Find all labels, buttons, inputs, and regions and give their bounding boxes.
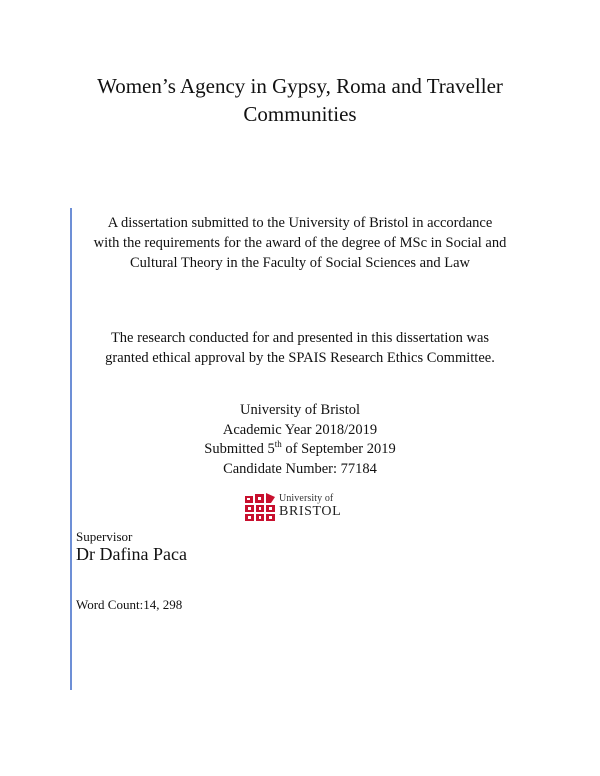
dissertation-line-1: A dissertation submitted to the University of Bristol in accordance [107,215,493,231]
bristol-crest-icon [244,492,276,522]
submission-date [60,440,540,460]
page-title [40,72,560,128]
submitted-suffix: of September 2019 [281,441,396,457]
logo-university-text: University of [279,493,334,504]
submitted-prefix: Submitted 5 [204,441,275,457]
ethics-line-2: granted ethical approval by the SPAIS Research Ethics Committee. [105,350,495,366]
dissertation-line-2: with the requirements for the award of the degree of MSc in Social and [93,235,507,251]
dissertation-statement [60,213,540,273]
candidate-number: Candidate Number: 77184 [223,460,377,477]
university-logo [244,492,354,522]
word-count: Word Count:14, 298 [76,597,183,612]
submitted-ordinal: th [274,439,282,450]
title-line-1: Women’s Agency in Gypsy, Roma and Traveller [97,74,503,98]
title-line-2: Communities [243,102,357,126]
ethics-statement [60,328,540,368]
supervisor-label: Supervisor [76,529,133,544]
academic-year: Academic Year 2018/2019 [222,421,378,438]
university-name: University of Bristol [239,402,361,418]
logo-bristol-text: BRISTOL [279,504,342,519]
institution-details [60,401,540,479]
dissertation-line-3: Cultural Theory in the Faculty of Social Sciences and Law [130,255,470,271]
supervisor-name: Dr Dafina Paca [76,544,187,564]
ethics-line-1: The research conducted for and presented in this dissertation was [110,330,490,346]
